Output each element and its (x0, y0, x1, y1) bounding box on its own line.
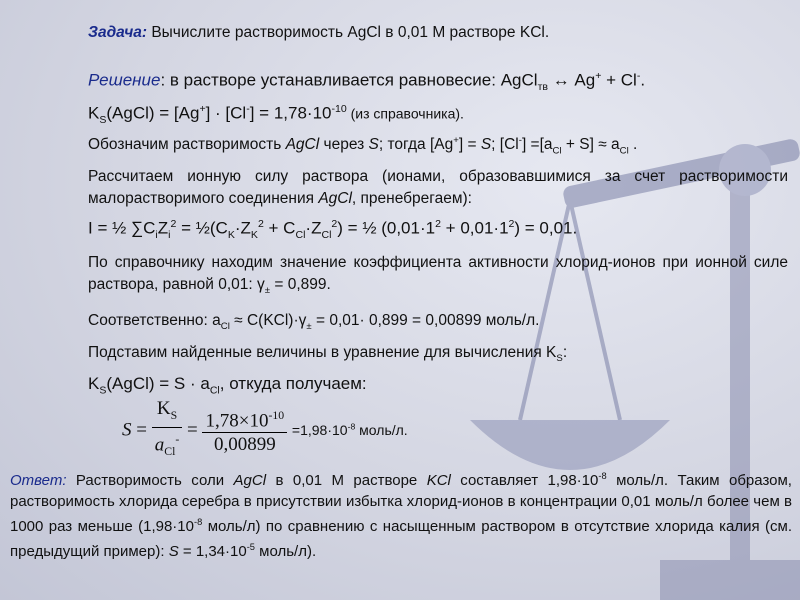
ionic-strength-paragraph: Рассчитаем ионную силу раствора (ионами, образовавшимися за счет растворимости малорастворимого соединения AgCl, пренебрегаем): (88, 168, 788, 207)
activity-paragraph: По справочнику находим значение коэффициента активности хлорид-ионов при ионной силе раствора, равной 0,01: $\gamma_\pm = 0,899$. (88, 254, 788, 297)
answer-label: Ответ: (10, 472, 67, 489)
ionic-strength-formula: I = ½ $\sum C_iZ_i^2$ = $\frac{1}{2}(C_K\cdot Z_K^2 + C_{Cl}\cdot Z_{Cl}^2)$ = ½ $(0,01\cdot 1^2 + 0,01\cdot 1^2) = 0,01$. (88, 218, 578, 242)
solution-line: Решение: в растворе устанавливается равновесие: AgCl$_{тв}$ ↔ Ag+ + Cl-. (88, 70, 646, 94)
ks-line: $K_S(AgCl) = [Ag^+] \cdot [Cl^-] = 1,78\cdot 10^{-10}$ (из справочника). (88, 103, 464, 127)
solubility-fraction-formula: S = $\frac{K_S}{a_{Cl}^-}$ = $\frac{1,78\times 10^{-10}}{0,00899}$ $=1,98\cdot 10^{-8}$ моль/л. (122, 398, 408, 458)
ks-equation-line: $K_S(AgCl) = S \cdot a_{Cl}$, откуда получаем: (88, 374, 367, 397)
task-text: Вычислите растворимость AgCl в 0,01 М растворе KCl. (151, 24, 550, 41)
solution-label: Решение (88, 70, 161, 90)
substitute-line: Подставим найденные величины в уравнение для вычисления $K_S$: (88, 344, 568, 365)
denote-line: Обозначим растворимость AgCl через S; тогда [Ag+] = S; $[Cl^-] =[a_{Cl} + S] \approx a_{Cl}$ . (88, 135, 638, 157)
task-line (88, 24, 549, 42)
correspondingly-line: Соответственно: $a_{Cl} \approx C(KCl)\cdot\gamma_\pm = 0,01\cdot 0,899 = 0,00899$ моль/л. (88, 312, 540, 333)
task-label: Задача: (88, 24, 148, 41)
answer-paragraph: Ответ: Растворимость соли AgCl в 0,01 М растворе KCl составляет $1,98\cdot 10^{-8}$ моль/л. Таким образом, растворимость хлорида серебра в присутствии избытка хлорид-ионов в концентрации 0,01 моль/л более чем в 1000 раз меньше ($1,98\cdot 10^{-8}$ моль/л) по сравнению с насыщенным раствором в отсутствие хлорида калия (см. предыдущий пример): $S = 1,34\cdot 10^{-5}$ моль/л). (10, 471, 793, 560)
